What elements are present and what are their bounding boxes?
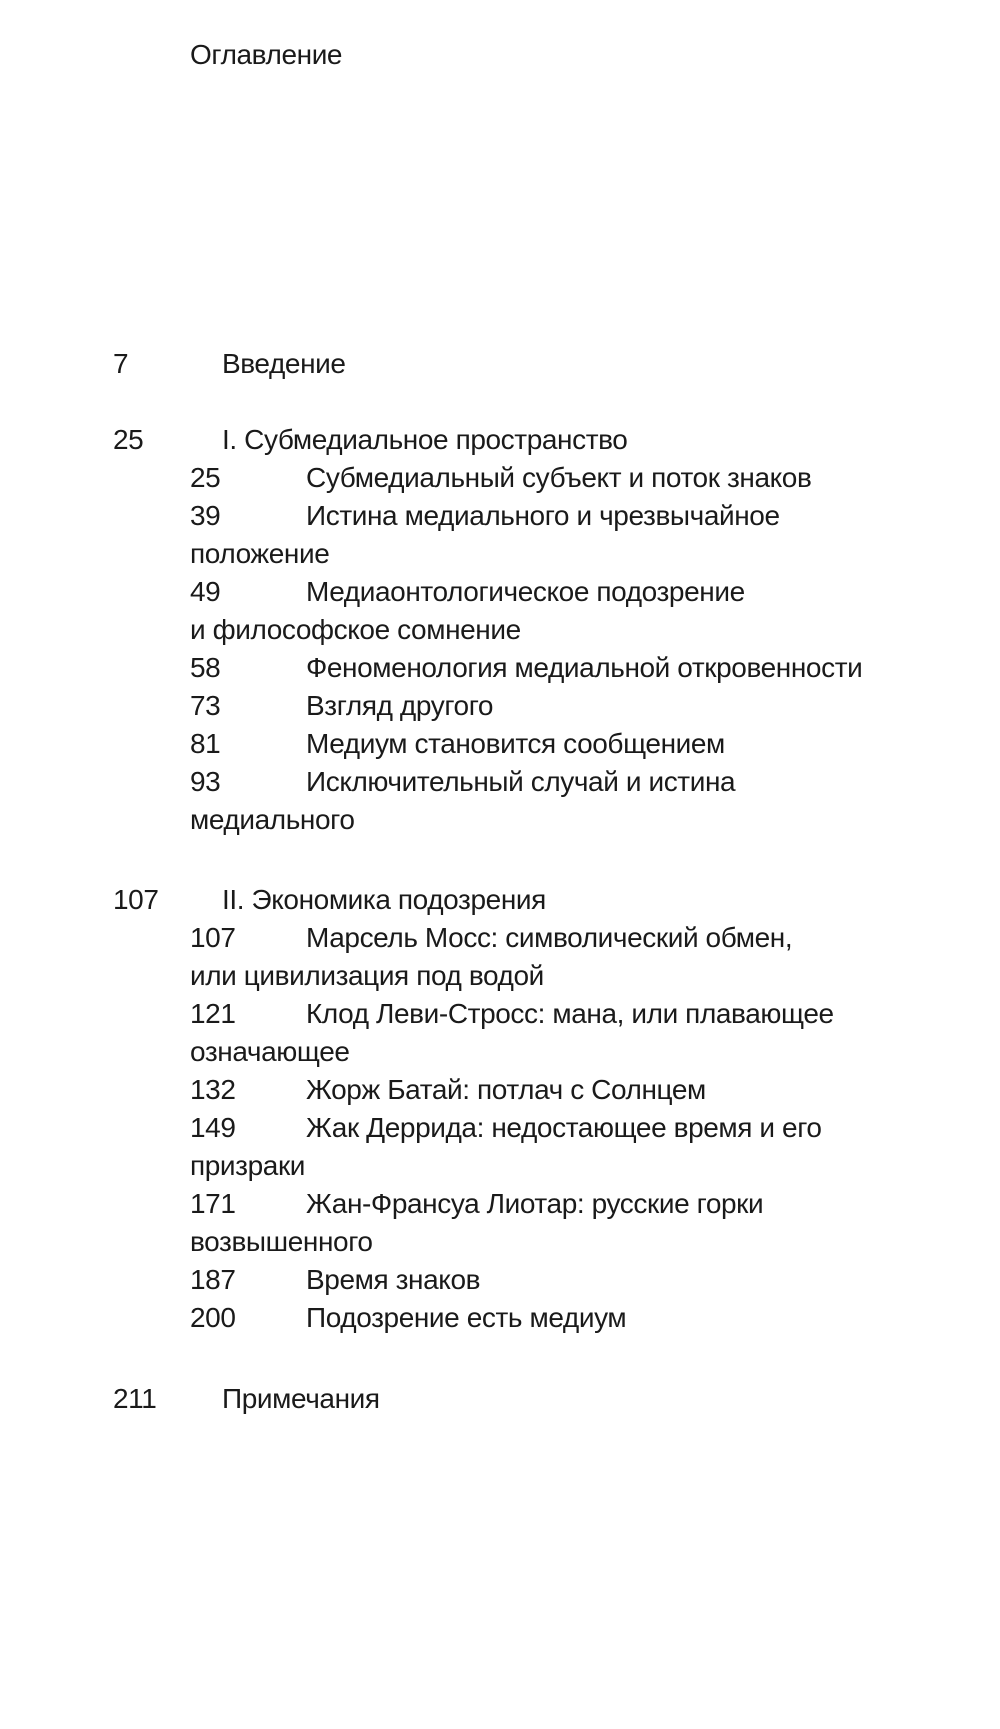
toc-subentry — [0, 919, 1000, 957]
toc-subentry — [0, 573, 1000, 611]
entry-title: Истина медиального и чрезвычайное — [306, 500, 780, 531]
toc-subentry — [0, 649, 1000, 687]
toc-part-1 — [0, 421, 1000, 839]
page-number: 107 — [190, 922, 236, 953]
entry-title: Марсель Мосс: символический обмен, — [306, 922, 793, 953]
page-number: 171 — [190, 1188, 236, 1219]
page-number: 200 — [190, 1302, 236, 1333]
toc-subentry — [0, 1299, 1000, 1337]
entry-title: Жан-Франсуа Лиотар: русские горки — [306, 1188, 764, 1219]
toc-subentry — [0, 687, 1000, 725]
toc-subentry — [0, 1185, 1000, 1223]
entry-title-continuation: призраки — [190, 1150, 306, 1181]
entry-title: Время знаков — [306, 1264, 481, 1295]
toc-subentry — [0, 763, 1000, 801]
page-number: 49 — [190, 576, 221, 607]
page-number: 107 — [113, 884, 159, 915]
page-number: 187 — [190, 1264, 236, 1295]
entry-title: Жак Деррида: недостающее время и его — [306, 1112, 822, 1143]
page-number: 211 — [113, 1383, 157, 1414]
entry-title: Субмедиальный субъект и поток знаков — [306, 462, 812, 493]
entry-title: Медиум становится сообщением — [306, 728, 725, 759]
entry-title-continuation: или цивилизация под водой — [190, 960, 544, 991]
page-number: 25 — [113, 424, 144, 455]
page-number: 93 — [190, 766, 221, 797]
entry-title: Медиаонтологическое подозрение — [306, 576, 745, 607]
part-title: I. Субмедиальное пространство — [222, 424, 628, 455]
page-number: 25 — [190, 462, 221, 493]
page-number: 81 — [190, 728, 221, 759]
page-number: 73 — [190, 690, 221, 721]
entry-title-continuation: медиального — [190, 804, 355, 835]
toc-subentry — [0, 497, 1000, 535]
toc-subentry — [0, 1109, 1000, 1147]
toc-entry-notes — [0, 1380, 1000, 1418]
toc-subentry — [0, 1261, 1000, 1299]
toc-subentry — [0, 725, 1000, 763]
entry-title-continuation: возвышенного — [190, 1226, 373, 1257]
page-number: 149 — [190, 1112, 236, 1143]
part-title: II. Экономика подозрения — [222, 884, 546, 915]
entry-title: Клод Леви-Стросс: мана, или плавающее — [306, 998, 834, 1029]
entry-title: Исключительный случай и истина — [306, 766, 736, 797]
entry-title-continuation: положение — [190, 538, 330, 569]
toc-subentry — [0, 995, 1000, 1033]
toc-entry-intro — [0, 345, 1000, 383]
entry-title: Введение — [222, 348, 346, 379]
entry-title: Примечания — [222, 1383, 380, 1414]
toc-subentry — [0, 459, 1000, 497]
page-number: 7 — [113, 348, 129, 379]
entry-title: Жорж Батай: потлач с Солнцем — [306, 1074, 706, 1105]
entry-title-continuation: и философское сомнение — [190, 614, 521, 645]
entry-title: Подозрение есть медиум — [306, 1302, 627, 1333]
toc-part-2 — [0, 881, 1000, 1337]
toc-subentry — [0, 1071, 1000, 1109]
page-number: 132 — [190, 1074, 236, 1105]
page-number: 39 — [190, 500, 221, 531]
entry-title: Взгляд другого — [306, 690, 494, 721]
entry-title-continuation: означающее — [190, 1036, 350, 1067]
toc-title: Оглавление — [190, 39, 343, 70]
page-number: 121 — [190, 998, 236, 1029]
entry-title: Феноменология медиальной откровенности — [306, 652, 863, 683]
page-number: 58 — [190, 652, 221, 683]
